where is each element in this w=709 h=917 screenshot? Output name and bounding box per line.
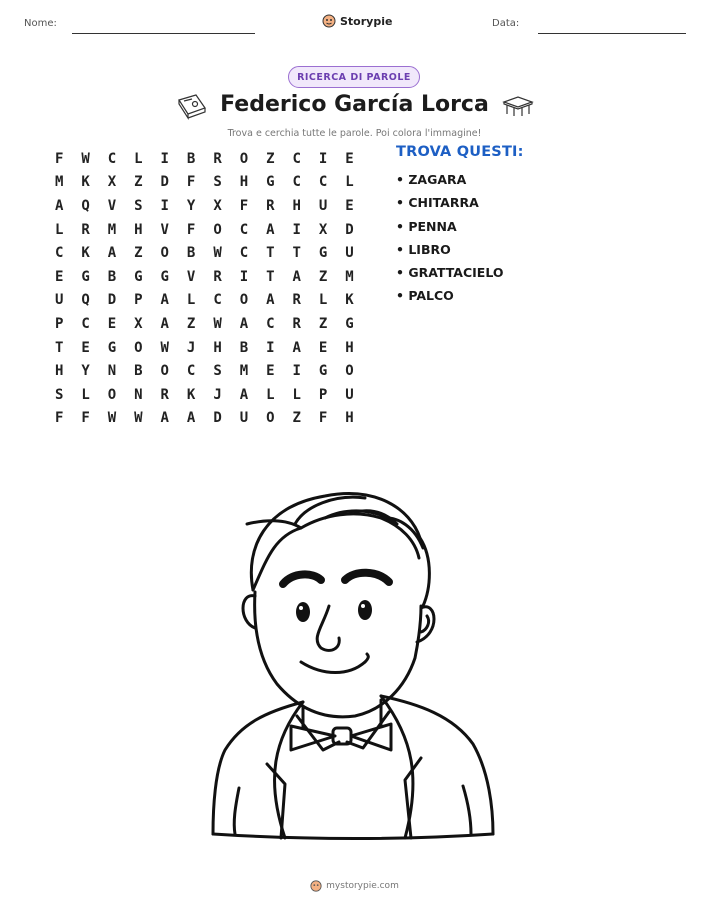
grid-cell[interactable]: A <box>239 386 249 403</box>
grid-cell[interactable]: P <box>134 292 143 309</box>
grid-cell[interactable]: L <box>54 221 64 238</box>
grid-cell[interactable]: D <box>160 174 169 191</box>
grid-cell[interactable]: W <box>107 410 117 427</box>
grid-cell[interactable]: L <box>266 386 275 403</box>
grid-cell[interactable]: O <box>266 410 275 427</box>
grid-cell[interactable]: T <box>266 245 275 262</box>
grid-cell[interactable]: G <box>107 339 117 356</box>
grid-cell[interactable]: M <box>345 268 354 285</box>
storypie-footer-icon <box>310 880 322 892</box>
grid-cell[interactable]: C <box>213 292 222 309</box>
word-list-item: • GRATTACIELO <box>396 265 504 288</box>
grid-cell[interactable]: R <box>292 292 301 309</box>
word-list-item: • PENNA <box>396 219 504 242</box>
grid-cell[interactable]: L <box>134 150 143 167</box>
grid-cell[interactable]: A <box>266 292 275 309</box>
grid-cell[interactable]: A <box>292 339 301 356</box>
grid-cell[interactable]: A <box>160 292 169 309</box>
instructions: Trova e cerchia tutte le parole. Poi colora l'immagine! <box>227 128 482 139</box>
grid-cell[interactable]: H <box>239 174 249 191</box>
grid-cell[interactable]: L <box>186 292 196 309</box>
grid-cell[interactable]: X <box>134 315 143 332</box>
date-line[interactable] <box>538 33 686 34</box>
grid-cell[interactable]: I <box>292 363 301 380</box>
grid-cell[interactable]: I <box>318 150 328 167</box>
grid-cell[interactable]: P <box>318 386 328 403</box>
word-list-title: TROVA QUESTI: <box>396 144 524 160</box>
grid-cell[interactable]: C <box>107 150 117 167</box>
word-list-item: • PALCO <box>396 288 504 311</box>
grid-cell[interactable]: U <box>54 292 64 309</box>
grid-cell[interactable]: Y <box>186 197 196 214</box>
word-list-item: • LIBRO <box>396 242 504 265</box>
grid-cell[interactable]: W <box>134 410 143 427</box>
grid-cell[interactable]: G <box>345 315 354 332</box>
activity-badge: RICERCA DI PAROLE <box>288 66 420 88</box>
grid-cell[interactable]: C <box>54 245 64 262</box>
grid-cell[interactable]: F <box>54 410 64 427</box>
page-title: Federico García Lorca <box>220 92 489 117</box>
grid-cell[interactable]: R <box>213 268 222 285</box>
footer-url[interactable]: mystorypie.com <box>326 881 399 891</box>
grid-cell[interactable]: E <box>81 339 90 356</box>
grid-cell[interactable]: O <box>239 292 249 309</box>
grid-cell[interactable]: C <box>239 245 249 262</box>
grid-cell[interactable]: U <box>345 386 354 403</box>
grid-cell[interactable]: Z <box>186 315 196 332</box>
grid-cell[interactable]: I <box>292 221 301 238</box>
grid-cell[interactable]: T <box>266 268 275 285</box>
grid-cell[interactable]: A <box>160 410 169 427</box>
grid-cell[interactable]: O <box>345 363 354 380</box>
grid-cell[interactable]: G <box>134 268 143 285</box>
grid-cell[interactable]: F <box>239 197 249 214</box>
grid-cell[interactable]: V <box>186 268 196 285</box>
grid-cell[interactable]: I <box>239 268 249 285</box>
grid-cell[interactable]: O <box>160 363 169 380</box>
grid-cell[interactable]: R <box>160 386 169 403</box>
grid-cell[interactable]: W <box>213 245 222 262</box>
grid-cell[interactable]: A <box>160 315 169 332</box>
grid-cell[interactable]: E <box>54 268 64 285</box>
grid-cell[interactable]: X <box>107 174 117 191</box>
grid-cell[interactable]: B <box>107 268 117 285</box>
portrait-illustration <box>205 488 505 853</box>
word-search-grid[interactable] <box>46 147 363 430</box>
grid-cell[interactable]: P <box>54 315 64 332</box>
name-label: Nome: <box>24 18 57 29</box>
grid-cell[interactable]: H <box>134 221 143 238</box>
grid-cell[interactable]: A <box>266 221 275 238</box>
grid-cell[interactable]: N <box>134 386 143 403</box>
grid-cell[interactable]: D <box>213 410 222 427</box>
grid-cell[interactable]: F <box>186 174 196 191</box>
grid-cell[interactable]: H <box>54 363 64 380</box>
grid-cell[interactable]: B <box>186 150 196 167</box>
grid-cell[interactable]: E <box>266 363 275 380</box>
name-line[interactable] <box>72 33 255 34</box>
grid-cell[interactable]: S <box>213 363 222 380</box>
grid-cell[interactable]: K <box>186 386 196 403</box>
grid-cell[interactable]: G <box>266 174 275 191</box>
word-list <box>396 172 504 312</box>
grid-cell[interactable]: V <box>160 221 169 238</box>
grid-cell[interactable]: F <box>54 150 64 167</box>
grid-cell[interactable]: I <box>266 339 275 356</box>
grid-cell[interactable]: S <box>134 197 143 214</box>
grid-cell[interactable]: B <box>186 245 196 262</box>
grid-cell[interactable]: R <box>292 315 301 332</box>
grid-cell[interactable]: E <box>318 339 328 356</box>
grid-cell[interactable]: L <box>81 386 90 403</box>
grid-cell[interactable]: E <box>345 197 354 214</box>
grid-cell[interactable]: H <box>213 339 222 356</box>
grid-cell[interactable]: R <box>81 221 90 238</box>
grid-cell[interactable]: W <box>81 150 90 167</box>
grid-cell[interactable]: C <box>292 150 301 167</box>
grid-cell[interactable]: A <box>107 245 117 262</box>
grid-cell[interactable]: Z <box>134 174 143 191</box>
grid-cell[interactable]: O <box>160 245 169 262</box>
grid-cell[interactable]: V <box>107 197 117 214</box>
grid-cell[interactable]: C <box>81 315 90 332</box>
grid-cell[interactable]: M <box>239 363 249 380</box>
grid-cell[interactable]: R <box>213 150 222 167</box>
grid-cell[interactable]: Z <box>318 268 328 285</box>
grid-cell[interactable]: F <box>318 410 328 427</box>
grid-cell[interactable]: K <box>81 174 90 191</box>
grid-cell[interactable]: U <box>318 197 328 214</box>
grid-cell[interactable]: S <box>213 174 222 191</box>
grid-cell[interactable]: Z <box>292 410 301 427</box>
date-label: Data: <box>492 18 520 29</box>
grid-cell[interactable]: Z <box>134 245 143 262</box>
grid-cell[interactable]: H <box>345 339 354 356</box>
grid-cell[interactable]: C <box>292 174 301 191</box>
grid-cell[interactable]: T <box>292 245 301 262</box>
grid-cell[interactable]: E <box>107 315 117 332</box>
grid-cell[interactable]: A <box>54 197 64 214</box>
grid-cell[interactable]: S <box>54 386 64 403</box>
grid-cell[interactable]: G <box>318 363 328 380</box>
grid-cell[interactable]: J <box>186 339 196 356</box>
grid-cell[interactable]: U <box>345 245 354 262</box>
word-list-item: • CHITARRA <box>396 195 504 218</box>
grid-cell[interactable]: O <box>213 221 222 238</box>
grid-cell[interactable]: C <box>186 363 196 380</box>
grid-cell[interactable]: G <box>318 245 328 262</box>
footer <box>0 880 709 892</box>
word-list-item: • ZAGARA <box>396 172 504 195</box>
grid-cell[interactable]: Z <box>266 150 275 167</box>
grid-cell[interactable]: O <box>107 386 117 403</box>
grid-cell[interactable]: X <box>213 197 222 214</box>
grid-cell[interactable]: F <box>81 410 90 427</box>
grid-cell[interactable]: B <box>239 339 249 356</box>
grid-cell[interactable]: K <box>81 245 90 262</box>
grid-cell[interactable]: G <box>81 268 90 285</box>
grid-cell[interactable]: J <box>213 386 222 403</box>
grid-cell[interactable]: O <box>239 150 249 167</box>
grid-cell[interactable]: C <box>318 174 328 191</box>
grid-cell[interactable]: A <box>186 410 196 427</box>
grid-cell[interactable]: O <box>134 339 143 356</box>
grid-cell[interactable]: H <box>345 410 354 427</box>
stage-table-icon <box>502 94 534 118</box>
grid-cell[interactable]: A <box>239 315 249 332</box>
grid-cell[interactable]: R <box>266 197 275 214</box>
grid-cell[interactable]: D <box>107 292 117 309</box>
grid-cell[interactable]: W <box>160 339 169 356</box>
brand-name: Storypie <box>340 14 393 28</box>
grid-cell[interactable]: F <box>186 221 196 238</box>
grid-cell[interactable]: N <box>107 363 117 380</box>
storypie-logo-icon <box>322 14 336 28</box>
grid-cell[interactable]: L <box>345 174 354 191</box>
grid-cell[interactable]: Y <box>81 363 90 380</box>
grid-cell[interactable]: Z <box>318 315 328 332</box>
grid-cell[interactable]: E <box>345 150 354 167</box>
grid-cell[interactable]: B <box>134 363 143 380</box>
grid-cell[interactable]: C <box>239 221 249 238</box>
grid-cell[interactable]: L <box>318 292 328 309</box>
grid-cell[interactable]: I <box>160 197 169 214</box>
grid-cell[interactable]: G <box>160 268 169 285</box>
grid-cell[interactable]: M <box>107 221 117 238</box>
grid-cell[interactable]: Q <box>81 292 90 309</box>
grid-cell[interactable]: T <box>54 339 64 356</box>
grid-cell[interactable]: Q <box>81 197 90 214</box>
grid-cell[interactable]: X <box>318 221 328 238</box>
grid-cell[interactable]: W <box>213 315 222 332</box>
brand-logo <box>322 14 392 28</box>
grid-cell[interactable]: C <box>266 315 275 332</box>
grid-cell[interactable]: K <box>345 292 354 309</box>
grid-cell[interactable]: M <box>54 174 64 191</box>
grid-cell[interactable]: D <box>345 221 354 238</box>
grid-cell[interactable]: H <box>292 197 301 214</box>
grid-cell[interactable]: A <box>292 268 301 285</box>
grid-cell[interactable]: U <box>239 410 249 427</box>
grid-cell[interactable]: I <box>160 150 169 167</box>
grid-cell[interactable]: L <box>292 386 301 403</box>
